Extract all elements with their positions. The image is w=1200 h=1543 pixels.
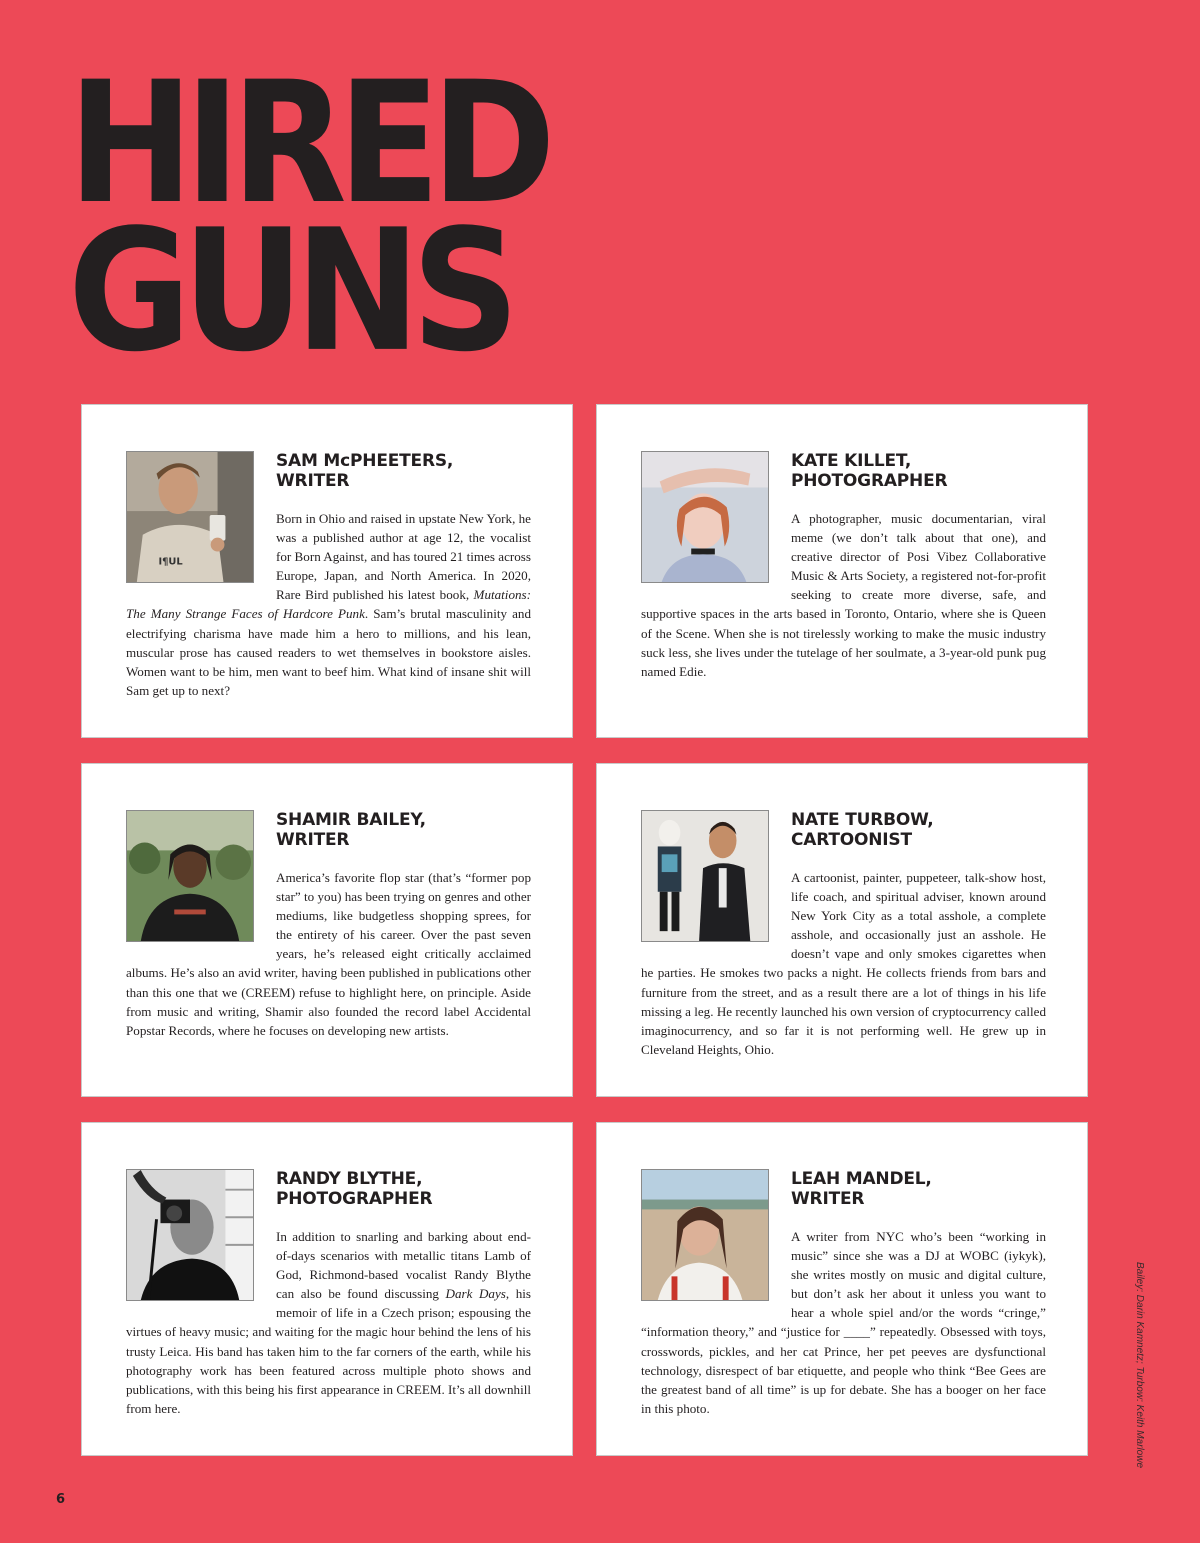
nate-turbow-photo [641, 810, 769, 942]
contributor-bio: A writer from NYC who’s been “working in music” since she was a DJ at WOBC (iykyk), she writes mostly on music and digital culture, but don’t ask her about it unless you want to hear a whole spiel and/or the words “cringe,” “information theory,” and “justice for ____” repeatedly. Obsessed with toys, crosswords, pickles, and her cat Prince, her pet peeves are dysfunctional technology, disrespect of bar etiquette, and people who think “Bee Gees are the greatest band of all time” is up for debate. She has a booger on her face in this photo. [641, 1229, 1046, 1416]
page-number: 6 [56, 1492, 66, 1507]
page-headline [68, 46, 547, 390]
svg-text:I¶UL: I¶UL [158, 556, 183, 568]
leah-mandel-photo [641, 1169, 769, 1301]
contributor-name: NATE TURBOW, CARTOONIST [791, 810, 934, 850]
headline-line-1: HIRED [68, 46, 547, 242]
contributor-card-kate-killet [596, 404, 1088, 738]
contributor-name: SHAMIR BAILEY, WRITER [276, 810, 426, 850]
contributor-name: LEAH MANDEL, WRITER [791, 1169, 932, 1209]
contributor-card-nate-turbow [596, 763, 1088, 1097]
headline-line-2: GUNS [68, 194, 511, 390]
contributor-name: RANDY BLYTHE, PHOTOGRAPHER [276, 1169, 433, 1209]
shamir-bailey-photo [126, 810, 254, 942]
kate-killet-photo [641, 451, 769, 583]
contributor-bio: America’s favorite flop star (that’s “former pop star” to you) has been trying on genres and other mediums, like budgetless shopping sprees, for the entirety of his career. Over the past seven years, he’s released eight critically acclaimed albums. He’s also an avid writer, having been published in publications other than this one that we (CREEM) refuse to highlight here, on principle. Aside from music and writing, Shamir also founded the record label Accidental Popstar Records, where he focuses on developing new artists. [126, 870, 531, 1038]
contributor-bio: A cartoonist, painter, puppeteer, talk-show host, life coach, and spiritual adviser, known around New York City as a total asshole, a complete asshole, and occasionally just an asshole. He doesn’t vape and only smokes cigarettes when he parties. He smokes two packs a night. He collects friends from bars and furniture from the street, and as a result there are a lot of things in his life missing a leg. He recently launched his own version of cryptocurrency called imaginocurrency, and so far it is not performing well. He grew up in Cleveland Heights, Ohio. [641, 870, 1046, 1057]
contributor-card-randy-blythe [81, 1122, 573, 1456]
contributor-card-sam-mcpheeters [81, 404, 573, 738]
contributor-card-shamir-bailey [81, 763, 573, 1097]
contributor-bio: Born in Ohio and raised in upstate New York, he was a published author at age 12, the vocalist for Born Against, and has toured 21 times across Europe, Japan, and North America. In 2020, Rare Bird published his latest book, Mutations: The Many Strange Faces of Hardcore Punk. Sam’s brutal masculinity and electrifying charisma have made him a hero to millions, and his lean, muscular prose has caused readers to wet themselves in bookstore aisles. Women want to be him, men want to beef him. What kind of insane shit will Sam get up to next? [126, 511, 531, 698]
contributor-name: KATE KILLET, PHOTOGRAPHER [791, 451, 948, 491]
photo-credit: Bailey: Darin Kamnetz; Turbow: Keith Marlowe [1134, 1262, 1145, 1469]
contributor-name: SAM McPHEETERS, WRITER [276, 451, 454, 491]
contributor-bio: A photographer, music documentarian, viral meme (we don’t talk about that one), and creative director of Posi Vibez Collaborative Music & Arts Society, a registered not-for-profit seeking to create more diverse, safe, and supportive spaces in the arts based in Toronto, Ontario, where she is Queen of the Scene. When she is not tirelessly working to make the music industry suck less, she lives under the tutelage of her soulmate, a 3-year-old punk pug named Edie. [641, 511, 1046, 679]
randy-blythe-photo [126, 1169, 254, 1301]
contributor-card-leah-mandel [596, 1122, 1088, 1456]
contributor-bio: In addition to snarling and barking about end-of-days scenarios with metallic titans Lamb of God, Richmond-based vocalist Randy Blythe can also be found discussing Dark Days, his memoir of life in a Czech prison; espousing the virtues of heavy music; and waiting for the magic hour behind the lens of his trusty Leica. His band has taken him to the far corners of the earth, while his photography work has been featured across multiple photo shows and publications, with this being his first appearance in CREEM. It’s all downhill from here. [126, 1229, 531, 1416]
sam-mcpheeters-photo [126, 451, 254, 583]
